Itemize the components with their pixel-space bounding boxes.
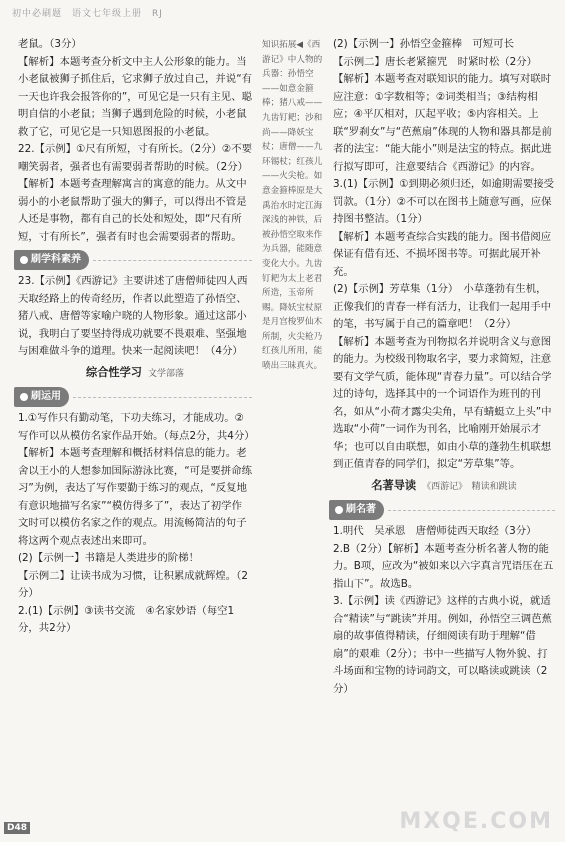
left-column bbox=[18, 36, 255, 638]
answer-paragraph: 【示例二】唐长老紧箍咒 时紧时松（2分） bbox=[333, 55, 538, 68]
answer-paragraph: 22.【示例】①尺有所短，寸有所长。（2分）②不要嘲笑弱者，强者也有需要弱者帮助的时候。（2分） bbox=[18, 143, 252, 173]
section-band bbox=[329, 500, 555, 520]
band-dot-icon bbox=[20, 256, 28, 264]
answer-paragraph: 1.①写作只有勤动笔，下功夫练习，才能成功。②写作可以从模仿名家作品开始。（每点2分，共4分） bbox=[18, 412, 255, 442]
answer-paragraph: 【解析】本题考查理解寓言的寓意的能力。从文中弱小的小老鼠帮助了强大的狮子，可以得出不管是人还是事物，都有自己的长处和短处，即“尺有所短，寸有所长”，强者有时也会需要弱者的帮助。 bbox=[18, 178, 247, 243]
answer-paragraph: 3.(1)【示例】①到期必须归还，如逾期需要接受罚款。（1分）②不可以在图书上随意写画，应保持图书整洁。（1分） bbox=[333, 178, 554, 225]
answer-paragraph: 老鼠。（3分） bbox=[18, 38, 82, 50]
answer-paragraph: (2)【示例】芳草集（1分） 小草蓬勃有生机，正像我们的青春一样有活力，让我们一起用手中的笔，书写属于自己的篇章吧！（2分） bbox=[333, 283, 552, 330]
band-divider bbox=[93, 260, 252, 261]
section-title bbox=[18, 364, 252, 384]
answer-paragraph: (2)【示例一】书籍是人类进步的阶梯！ bbox=[18, 552, 199, 564]
band-label: 刷名著 bbox=[346, 504, 376, 516]
section-subtitle: 文学部落 bbox=[147, 368, 184, 379]
section-subtitle: 《西游记》 精读和跳读 bbox=[422, 481, 517, 492]
answer-paragraph: 2.B（2分）【解析】本题考查分析名著人物的能力。B项，应改为“被如来以六字真言咒语压在五指山下”。故选B。 bbox=[333, 542, 554, 590]
section-band bbox=[14, 250, 252, 270]
answer-paragraph: 【解析】本题考查理解和概括材料信息的能力。老舍以王小的人想参加国际游泳比赛，“可是要拼命练习”为例，表达了写作要勤于练习的观点，“反复地有意识地描写名家”“模仿得多了”，表达了初学作文时可以模仿名家之作的观点。用流畅简洁的句子将这两个观点表述出来即可。 bbox=[18, 447, 252, 547]
page-number: D48 bbox=[4, 822, 30, 834]
band-dot-icon bbox=[335, 506, 343, 514]
section-band bbox=[14, 387, 252, 407]
band-divider bbox=[388, 510, 555, 511]
answer-paragraph: 1.明代 吴承恩 唐僧师徒西天取经（3分） bbox=[333, 525, 537, 537]
side-note: 知识拓展◀《西游记》中人物的兵器：孙悟空——如意金箍棒；猪八戒——九齿钉耙；沙和尚——降妖宝杖；唐僧——九环锡杖；红孩儿——火尖枪。如意金箍棒原是大禹治水时定江海深浅的神铁，后被孙悟空取来作为兵器，能随意变化大小。九齿钉耙为太上老君所造，玉帝所赐。降妖宝杖原是月宫梭罗仙木所制，火尖枪乃红孩儿所用，能喷出三昧真火。 bbox=[262, 40, 323, 372]
answer-paragraph: 【示例二】让读书成为习惯，让积累成就辉煌。（2分） bbox=[18, 569, 249, 599]
section-title bbox=[333, 477, 555, 497]
band-dot-icon bbox=[20, 393, 28, 401]
answer-paragraph: 【解析】本题考查对联知识的能力。填写对联时应注意：①字数相等；②词类相当；③结构相应；④平仄相对，仄起平收；⑤内容相关。上联“罗刹女”与“芭蕉扇”体现的人物和器具都是前者的法宝：“能大能小”则是法宝的特点。据此进行拟写即可，注意要结合《西游记》的内容。 bbox=[333, 73, 552, 173]
answer-paragraph: 【解析】本题考查分析文中主人公形象的能力。当小老鼠被狮子抓住后，它求狮子放过自己，并说“有一天也许我会报答你的”，可见它是一只有主见、聪明自信的小老鼠；当狮子遇到危险的时候，小老鼠救了它，可见它是一只知恩图报的小老鼠。 bbox=[18, 55, 252, 138]
band-label: 刷学科素养 bbox=[31, 254, 81, 266]
answer-paragraph: (2)【示例一】孙悟空金箍棒 可短可长 bbox=[333, 38, 514, 50]
answer-paragraph: 2.(1)【示例】③读书交流 ④名家妙语（每空1分，共2分） bbox=[18, 604, 235, 634]
answer-paragraph: 23.【示例】《西游记》主要讲述了唐僧师徒四人西天取经路上的传奇经历，作者以此塑造了孙悟空、猪八戒、唐僧等家喻户晓的人物形象。通过这部小说，我明白了要坚持得成功就要不畏艰难、坚强地与困难做斗争的道理。快来一起阅读吧！（4分） bbox=[18, 275, 248, 357]
band-divider bbox=[73, 397, 252, 398]
watermark: MXQE.COM bbox=[399, 809, 553, 834]
band-label: 刷运用 bbox=[31, 391, 61, 403]
section-title-text: 名著导读 bbox=[371, 478, 417, 492]
answer-paragraph: 【解析】本题考查综合实践的能力。图书借阅应保证有借有还、不损坏图书等。可据此展开补充。 bbox=[333, 230, 552, 278]
right-column bbox=[333, 36, 555, 698]
answer-paragraph: 3.【示例】读《西游记》这样的古典小说，就适合“精读”与“跳读”并用。例如，孙悟空三调芭蕉扇的故事值得精读，仔细阅读有助于理解“借扇”的艰难（2分）；书中一些描写人物外貌、打斗场面和宝物的诗词韵文，可以略读或跳读（2分） bbox=[333, 595, 552, 695]
section-title-text: 综合性学习 bbox=[86, 365, 142, 379]
running-header: 初中必刷题 语文七年级上册 RJ bbox=[12, 9, 163, 19]
answer-paragraph: 【解析】本题考查为刊物拟名并说明含义与意图的能力。为校级刊物取名字，要力求简短，注意要有文学气质，能体现“青春力量”。可以结合学过的诗句，选择其中的一个词语作为班刊的刊名，如从“小荷才露尖尖角，早有蜻蜓立上头”中选取“小荷”一词作为刊名，比喻刚开始展示才华；也可以自由联想，如由小草的蓬勃生机联想到正值青春的同学们，拟定“芳草集”等。 bbox=[333, 335, 552, 470]
